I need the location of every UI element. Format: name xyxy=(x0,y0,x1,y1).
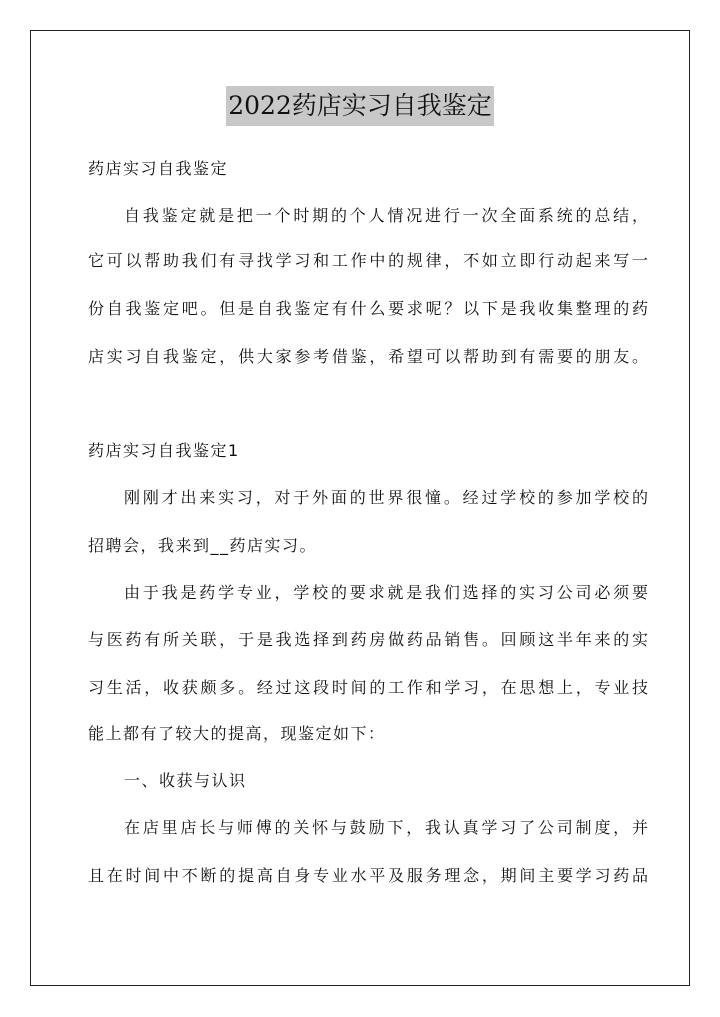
paragraph-line: 且在时间中不断的提高自身专业水平及服务理念，期间主要学习药品 xyxy=(88,866,648,885)
paragraph-line: 在店里店长与师傅的关怀与鼓励下，我认真学习了公司制度，并 xyxy=(124,818,648,837)
paragraph-line: 习生活，收获颇多。经过这段时间的工作和学习，在思想上，专业技 xyxy=(88,678,648,697)
paragraph-line: 刚刚才出来实习，对于外面的世界很憧。经过学校的参加学校的 xyxy=(124,488,648,507)
section-heading: 药店实习自我鉴定 xyxy=(88,159,229,178)
paragraph-line: 店实习自我鉴定，供大家参考借鉴，希望可以帮助到有需要的朋友。 xyxy=(88,347,648,366)
paragraph-line: 份自我鉴定吧。但是自我鉴定有什么要求呢？以下是我收集整理的药 xyxy=(88,299,648,318)
paragraph-line: 与医药有所关联，于是我选择到药房做药品销售。回顾这半年来的实 xyxy=(88,630,648,649)
subsection-heading: 一、收获与认识 xyxy=(124,771,247,790)
paragraph-line: 由于我是药学专业，学校的要求就是我们选择的实习公司必须要 xyxy=(124,583,648,602)
paragraph-line: 自我鉴定就是把一个时期的个人情况进行一次全面系统的总结， xyxy=(124,206,648,225)
title-container xyxy=(0,86,720,126)
section-heading: 药店实习自我鉴定1 xyxy=(88,441,240,460)
paragraph-line: 招聘会，我来到__药店实习。 xyxy=(88,536,318,555)
paragraph-line: 它可以帮助我们有寻找学习和工作中的规律，不如立即行动起来写一 xyxy=(88,251,648,270)
paragraph-line: 能上都有了较大的提高，现鉴定如下： xyxy=(88,724,386,743)
document-title: 2022药店实习自我鉴定 xyxy=(226,86,494,126)
